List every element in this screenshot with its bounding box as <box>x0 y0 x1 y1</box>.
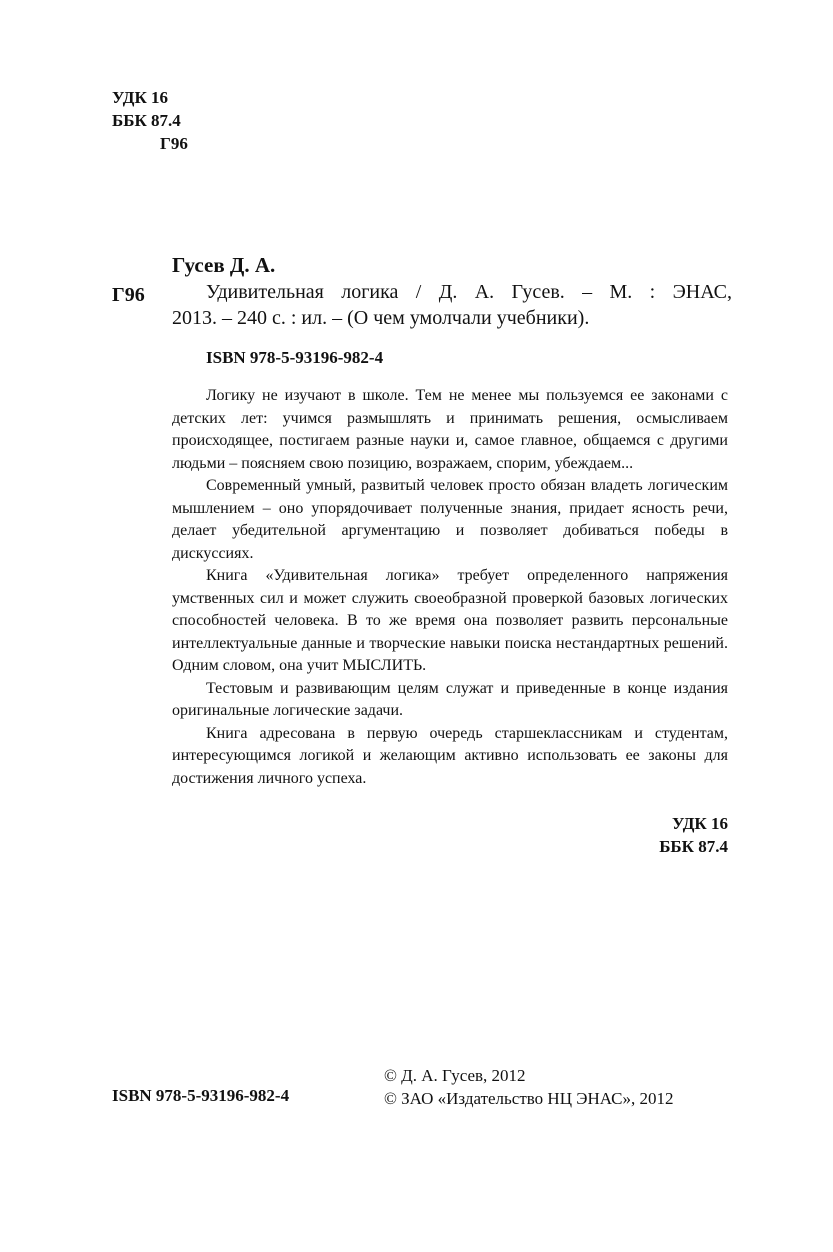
annotation-paragraph: Современный умный, развитый человек просто обязан владеть логическим мышлением – оно упорядочивает полученные знания, придает ясность речи, делает убедительной аргументацию и позволяет добиваться победы в дискуссиях. <box>172 477 728 562</box>
biblio-line-1: Удивительная логика / Д. А. Гусев. – М. : ЭНАС, <box>206 281 732 303</box>
annotation-paragraph: Книга «Удивительная логика» требует определенного напряжения умственных сил и может служить своеобразной проверкой базовых логических способностей человека. В то же время она позволяет развить персональные интеллектуальные данные и творческие навыки поиска нестандартных решений. Одним словом, она учит МЫСЛИТЬ. <box>172 567 728 674</box>
classification-codes-top <box>112 86 188 155</box>
bbk-code: ББК 87.4 <box>659 837 728 856</box>
isbn-main: ISBN 978-5-93196-982-4 <box>206 348 384 367</box>
biblio-author-sign: Г96 <box>112 284 145 306</box>
bibliographic-description <box>172 279 732 331</box>
copyright-publisher: © ЗАО «Издательство НЦ ЭНАС», 2012 <box>384 1089 674 1108</box>
udk-code: УДК 16 <box>112 88 169 107</box>
annotation-text <box>172 385 728 790</box>
bbk-code: ББК 87.4 <box>112 111 181 130</box>
annotation-paragraph: Тестовым и развивающим целям служат и приведенные в конце издания оригинальные логические задачи. <box>172 679 728 719</box>
biblio-line-2: 2013. – 240 с. : ил. – (О чем умолчали учебники). <box>172 307 590 329</box>
annotation-paragraph: Логику не изучают в школе. Тем не менее мы пользуемся ее законами с детских лет: учимся размышлять и принимать решения, осмысливаем происходящее, постигаем разные науки и, самое главное, общаемся с другими людьми – поясняем свою позицию, возражаем, спорим, убеждаем... <box>172 387 728 472</box>
author-heading: Гусев Д. А. <box>172 253 276 277</box>
copyright-block <box>384 1064 674 1110</box>
author-sign-code: Г96 <box>160 134 188 153</box>
udk-code: УДК 16 <box>671 814 728 833</box>
classification-codes-bottom <box>648 812 728 858</box>
copyright-author: © Д. А. Гусев, 2012 <box>384 1066 526 1085</box>
annotation-paragraph: Книга адресована в первую очередь старшеклассникам и студентам, интересующимся логикой и желающим активно использовать ее законы для достижения личного успеха. <box>172 724 728 787</box>
isbn-footer: ISBN 978-5-93196-982-4 <box>112 1086 290 1105</box>
